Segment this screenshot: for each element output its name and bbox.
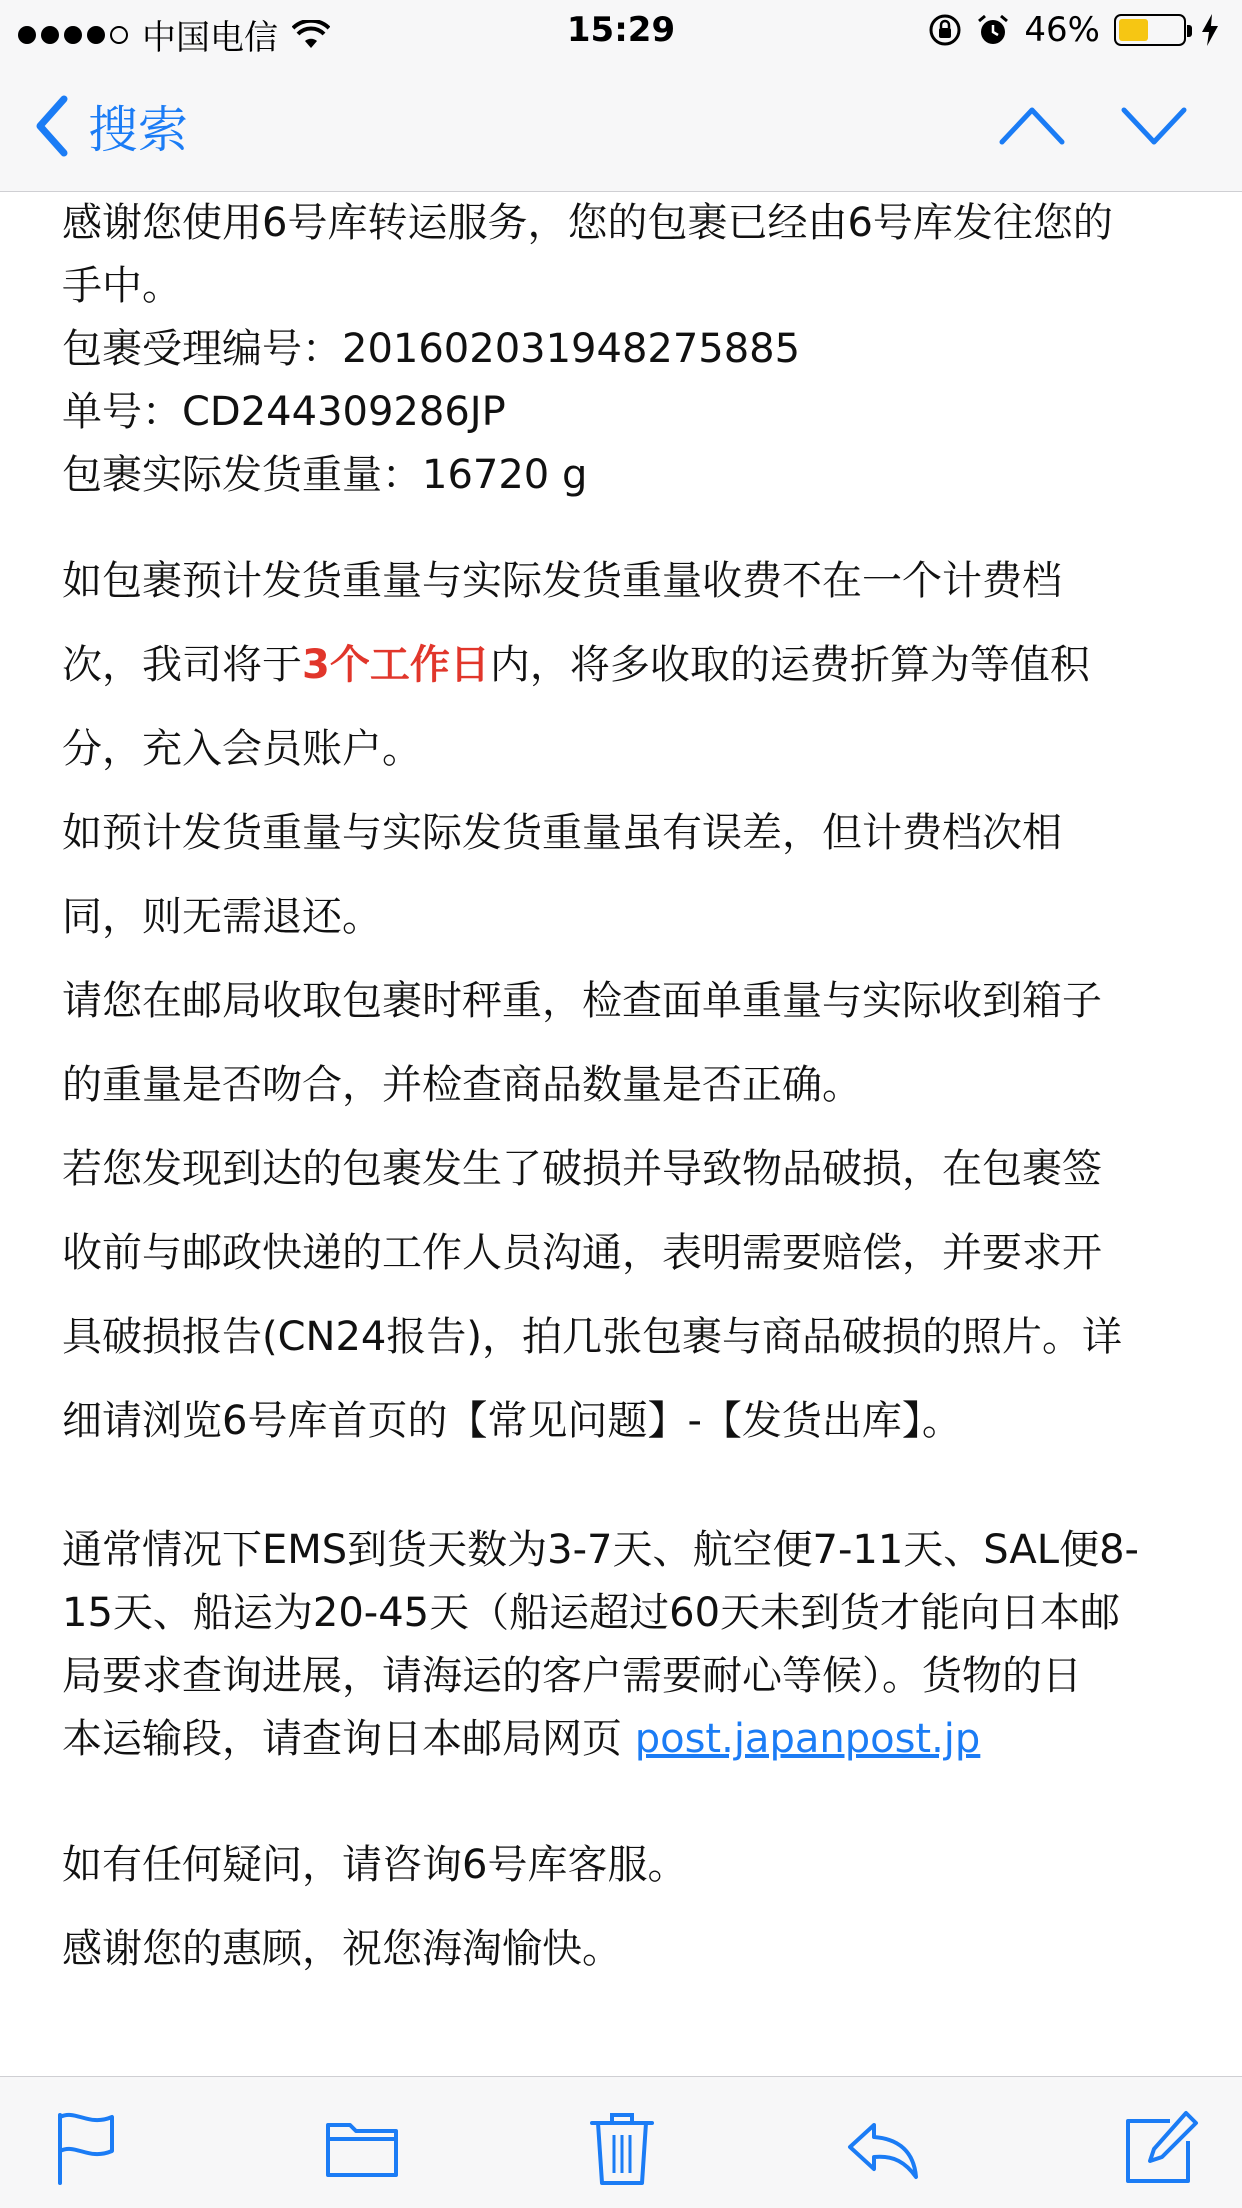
orientation-lock-icon	[928, 13, 962, 47]
text-line: 局要求查询进展，请海运的客户需要耐心等候）。货物的日	[62, 1653, 1082, 1699]
japanpost-link[interactable]: post.japanpost.jp	[634, 1716, 981, 1762]
delivery-times	[62, 1519, 1192, 1771]
bottom-toolbar	[0, 2076, 1242, 2208]
text-line: 若您发现到达的包裹发生了破损并导致物品破损，在包裹签	[62, 1146, 1102, 1192]
battery-level-fill	[1119, 19, 1148, 41]
text-segment: 次，我司将于	[62, 642, 302, 688]
text-line: 的重量是否吻合，并检查商品数量是否正确。	[62, 1062, 862, 1108]
refund-policy	[62, 539, 1192, 1463]
tracking-id-line: 包裹受理编号：20160203194827588​5	[62, 326, 801, 372]
text-line: 通常情况下EMS到货天数为3-7天、航空便7-11天、SAL便8-	[62, 1527, 1139, 1573]
text-line: 具破损报告(CN24报告)，拍几张包裹与商品破损的照片。详	[62, 1314, 1122, 1360]
status-right	[928, 10, 1220, 50]
reply-icon[interactable]	[842, 2107, 922, 2187]
highlighted-days: 3个工作日	[302, 642, 490, 688]
navigation-bar	[0, 62, 1242, 192]
text-line: 如包裹预计发货重量与实际发货重量收费不在一个计费档	[62, 558, 1062, 604]
text-line: 请您在邮局收取包裹时秤重，检查面单重量与实际收到箱子	[62, 978, 1102, 1024]
battery-percent: 46%	[1024, 10, 1100, 50]
text-line: 15天、船运为20-45天（船运超过60天未到货才能向日本邮	[62, 1590, 1121, 1636]
back-button[interactable]	[34, 90, 188, 162]
battery-icon	[1114, 14, 1186, 46]
text-segment: 内，将多收取的运费折算为等值积	[489, 642, 1090, 688]
chevron-down-icon[interactable]	[1118, 98, 1190, 154]
text-line: 同，则无需退还。	[62, 894, 382, 940]
weight-line: 包裹实际发货重量：16720 g	[62, 452, 588, 498]
folder-icon[interactable]	[322, 2107, 402, 2187]
shipment-info	[62, 192, 1192, 507]
text-line: 收前与邮政快递的工作人员沟通，表明需要赔偿，并要求开	[62, 1230, 1102, 1276]
back-button-label: 搜索	[88, 101, 188, 159]
text-line: 感谢您的惠顾，祝您海淘愉快。	[62, 1926, 622, 1972]
text-segment: 本运输段，请查询日本邮局网页	[62, 1716, 635, 1762]
trash-icon[interactable]	[582, 2107, 662, 2187]
charging-bolt-icon	[1200, 13, 1220, 47]
text-line: 细请浏览6号库首页的【常见问题】-【发货出库】。	[62, 1398, 962, 1444]
carrier-name: 中国电信	[142, 18, 278, 58]
email-body	[62, 192, 1192, 1991]
status-bar	[0, 0, 1242, 62]
compose-icon[interactable]	[1120, 2107, 1200, 2187]
closing	[62, 1823, 1192, 1991]
flag-icon[interactable]	[46, 2107, 126, 2187]
text-line: 感谢您使用6号库转运服务，您的包裹已经由6号库发往您的	[62, 200, 1113, 246]
chevron-left-icon	[34, 95, 70, 157]
text-line: 如有任何疑问，请咨询6号库客服。	[62, 1842, 688, 1888]
text-line	[62, 1708, 1192, 1771]
text-line: 分，充入会员账户。	[62, 726, 422, 772]
chevron-up-icon[interactable]	[996, 98, 1068, 154]
alarm-icon	[976, 13, 1010, 47]
text-line	[62, 623, 1192, 707]
text-line: 手中。	[62, 263, 182, 309]
order-number-line: 单号：CD244309286JP	[62, 389, 506, 435]
status-time: 15:29	[566, 10, 676, 50]
text-line: 如预计发货重量与实际发货重量虽有误差，但计费档次相	[62, 810, 1062, 856]
